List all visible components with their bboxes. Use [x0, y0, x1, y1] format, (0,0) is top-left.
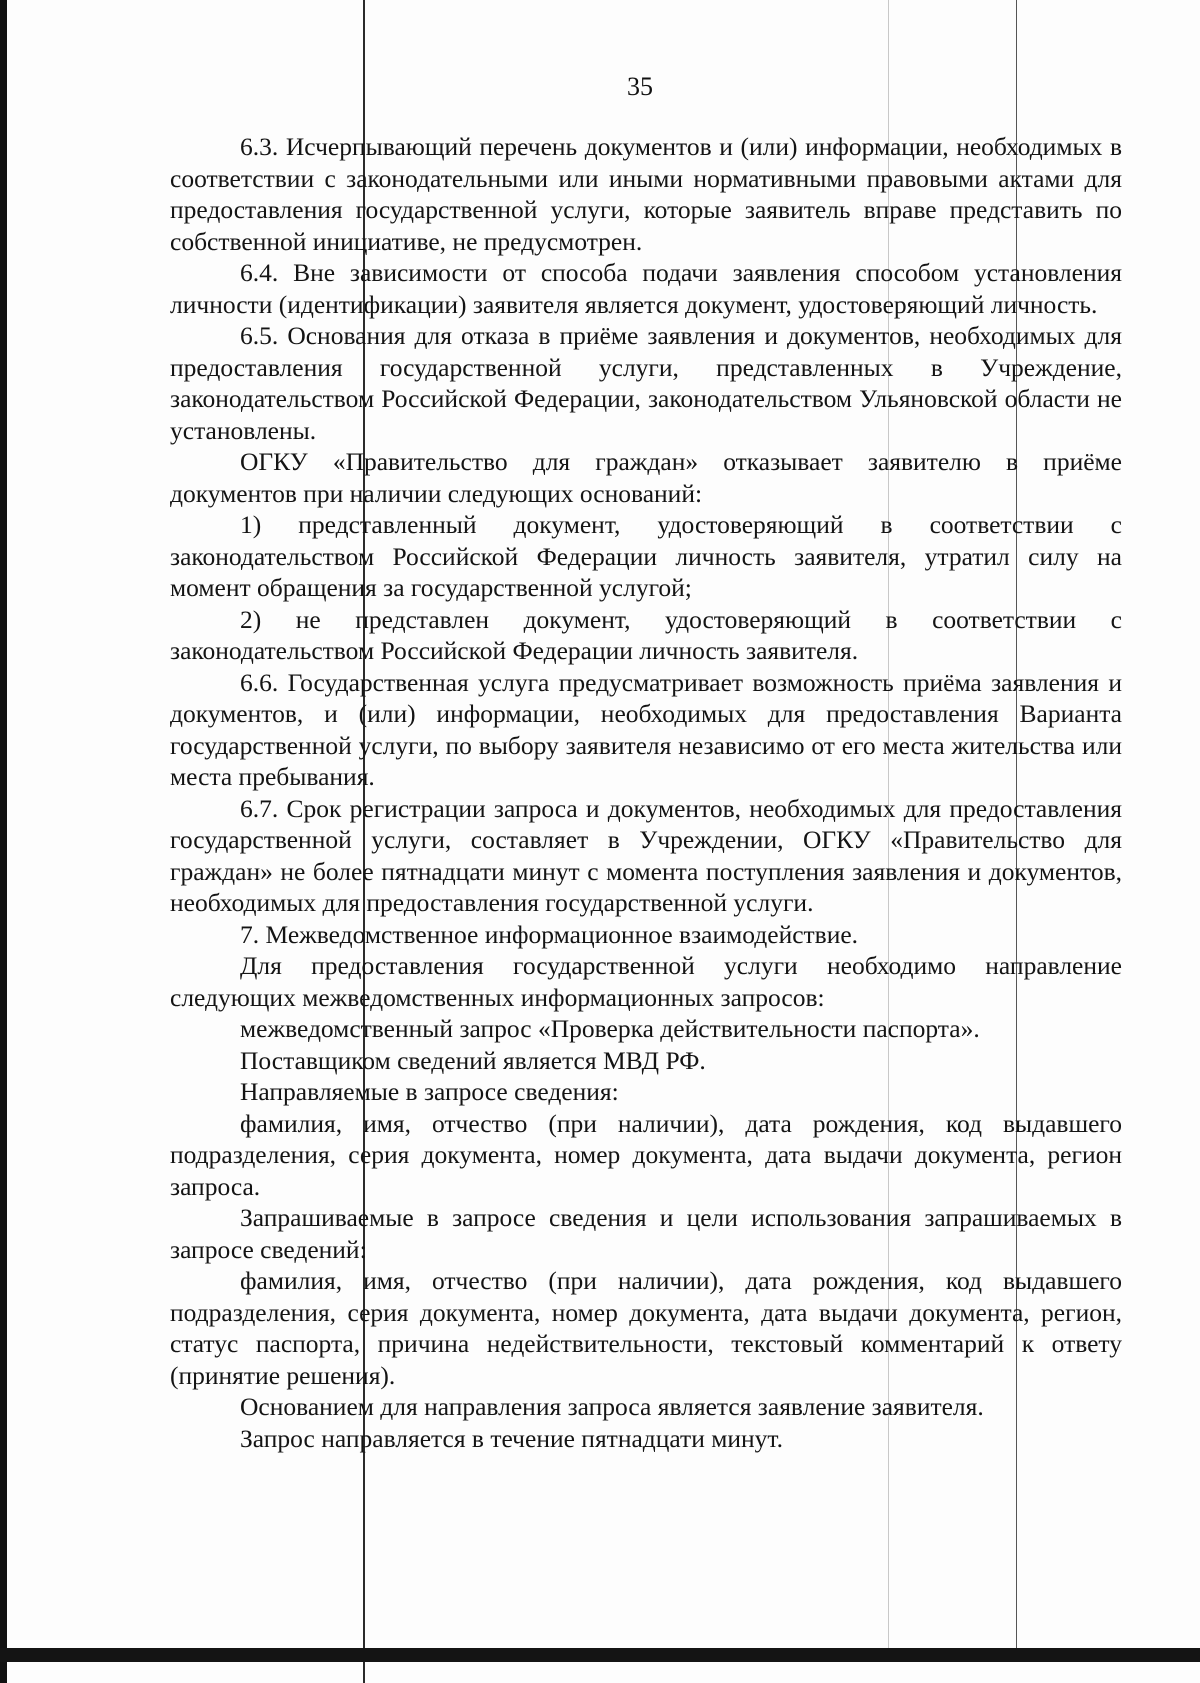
- page-number: 35: [627, 72, 653, 101]
- paragraph-basis: Основанием для направления запроса является заявление заявителя.: [240, 1392, 984, 1421]
- list-item-2: 2) не представлен документ, удостоверяющий в соответствии с законодательством Российской Федерации личность заявителя.: [170, 604, 1122, 665]
- paragraph-6-6: 6.6. Государственная услуга предусматривает возможность приёма заявления и документов, и (или) информации, необходимых для предоставления Варианта государственной услуги, по выбору заявителя независимо от его места жительства или места пребывания.: [170, 667, 1122, 791]
- scan-bottom-artifact: [0, 1648, 1200, 1662]
- paragraph-6-7: 6.7. Срок регистрации запроса и документов, необходимых для предоставления государственной услуги, составляет в Учреждении, ОГКУ «Правительство для граждан» не более пятнадцати минут с момента поступления заявления и документов, необходимых для предоставления государственной услуги.: [170, 793, 1122, 917]
- paragraph-6-3: 6.3. Исчерпывающий перечень документов и (или) информации, необходимых в соответствии с законодательными или иными нормативными правовыми актами для предоставления государственной услуги, которые заявитель вправе представить по собственной инициативе, не предусмотрен.: [170, 132, 1122, 256]
- paragraph-requests-intro: Для предоставления государственной услуги необходимо направление следующих межведомственных информационных запросов:: [170, 951, 1122, 1012]
- paragraph-requested-data: фамилия, имя, отчество (при наличии), дата рождения, код выдавшего подразделения, серия документа, номер документа, дата выдачи документа, регион, статус паспорта, причина недействительности, текстовый комментарий к ответу (принятие решения).: [170, 1266, 1122, 1390]
- paragraph-6-5: 6.5. Основания для отказа в приёме заявления и документов, необходимых для предоставления государственной услуги, представленных в Учреждение, законодательством Российской Федерации, законодательством Ульяновской области не установлены.: [170, 321, 1122, 445]
- section-heading-7: 7. Межведомственное информационное взаимодействие.: [240, 919, 859, 949]
- paragraph-sent-data: фамилия, имя, отчество (при наличии), дата рождения, код выдавшего подразделения, серия документа, номер документа, дата выдачи документа, регион запроса.: [170, 1108, 1122, 1201]
- paragraph-provider: Поставщиком сведений является МВД РФ.: [240, 1045, 706, 1075]
- document-body: [170, 131, 1122, 1454]
- list-item-1: 1) представленный документ, удостоверяющий в соответствии с законодательством Российской Федерации личность заявителя, утратил силу на момент обращения за государственной услугой;: [170, 510, 1122, 602]
- paragraph-sent-data-label: Направляемые в запросе сведения:: [240, 1077, 619, 1106]
- paragraph-timing: Запрос направляется в течение пятнадцати минут.: [240, 1423, 784, 1453]
- scan-edge-artifact: [0, 0, 7, 1683]
- paragraph-refusal-intro: ОГКУ «Правительство для граждан» отказывает заявителю в приёме документов при наличии следующих оснований:: [170, 447, 1122, 508]
- paragraph-6-4: 6.4. Вне зависимости от способа подачи заявления способом установления личности (идентификации) заявителя является документ, удостоверяющий личность.: [170, 258, 1122, 319]
- paragraph-request-name: межведомственный запрос «Проверка действительности паспорта».: [240, 1014, 980, 1043]
- paragraph-requested-data-label: Запрашиваемые в запросе сведения и цели использования запрашиваемых в запросе сведений:: [170, 1203, 1122, 1264]
